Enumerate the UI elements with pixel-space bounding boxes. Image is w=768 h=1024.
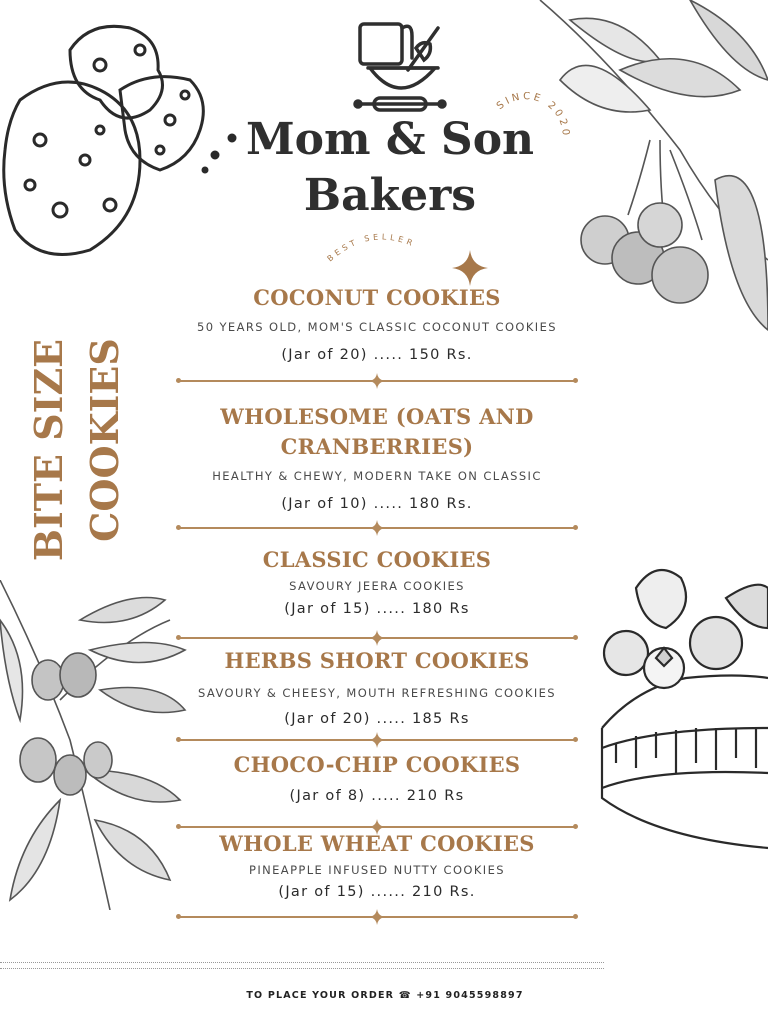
brand-title-line1: Mom & Son [245, 114, 535, 165]
divider [176, 522, 578, 534]
item-price: (Jar of 8) ..... 210 Rs [289, 788, 465, 804]
item-desc: SAVOURY JEERA COOKIES [289, 579, 465, 593]
divider [176, 375, 578, 387]
divider [176, 632, 578, 644]
item-name: WHOLESOME (OATS AND [220, 404, 534, 429]
divider [176, 911, 578, 923]
order-contact: TO PLACE YOUR ORDER ☎ +91 9045598897 [246, 990, 524, 1001]
footer-divider [0, 962, 604, 972]
since-text: SINCE 2020 [494, 92, 570, 139]
item-price: (Jar of 20) ..... 150 Rs. [281, 347, 473, 363]
item-desc: HEALTHY & CHEWY, MODERN TAKE ON CLASSIC [212, 469, 542, 483]
item-name: COCONUT COOKIES [253, 285, 501, 310]
baking-logo-icon [350, 18, 450, 122]
item-desc: SAVOURY & CHEESY, MOUTH REFRESHING COOKIES [198, 686, 556, 700]
svg-text:BEST SELLER [326, 232, 417, 263]
vertical-title-line2: COOKIES [82, 340, 127, 542]
best-seller-text: BEST SELLER [325, 232, 417, 264]
item-name-line2: CRANBERRIES) [280, 434, 474, 459]
brand-title-line2: Bakers [303, 170, 477, 221]
item-name: HERBS SHORT COOKIES [224, 648, 530, 673]
item-price: (Jar of 15) ...... 210 Rs. [278, 884, 476, 900]
best-seller-badge [320, 222, 450, 272]
item-desc: 50 YEARS OLD, MOM'S CLASSIC COCONUT COOKIES [197, 320, 557, 334]
cake-illustration-icon [596, 558, 768, 850]
item-desc: PINEAPPLE INFUSED NUTTY COOKIES [249, 863, 505, 877]
olive-branch-illustration-icon [0, 580, 190, 910]
vertical-title-line1: BITE SIZE [26, 340, 71, 560]
item-price: (Jar of 10) ..... 180 Rs. [281, 496, 473, 512]
item-price: (Jar of 20) ..... 185 Rs [284, 711, 470, 727]
vertical-title [22, 340, 132, 560]
divider [176, 734, 578, 746]
item-name: WHOLE WHEAT COOKIES [219, 831, 535, 856]
item-name: CHOCO-CHIP COOKIES [233, 752, 521, 777]
item-price: (Jar of 15) ..... 180 Rs [284, 601, 470, 617]
item-name: CLASSIC COOKIES [262, 547, 492, 572]
